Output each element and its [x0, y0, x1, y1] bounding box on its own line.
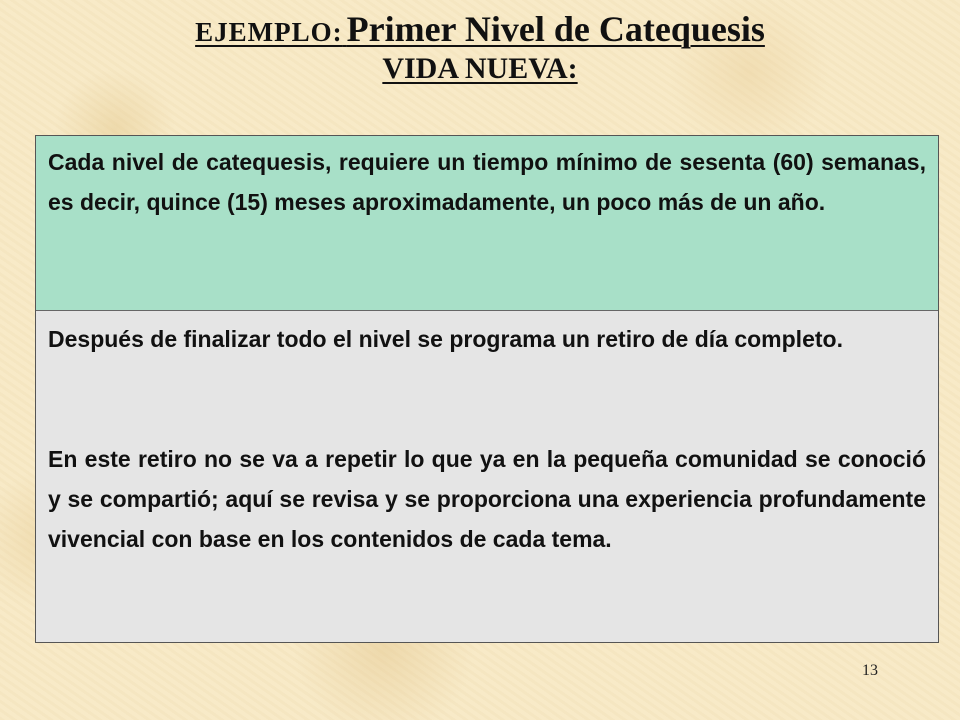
- slide-subtitle: VIDA NUEVA:: [382, 52, 578, 85]
- green-panel: [36, 136, 938, 311]
- slide-title: [195, 8, 765, 50]
- title-prefix: EJEMPLO:: [195, 17, 343, 47]
- page-number: 13: [862, 662, 878, 679]
- grey-panel: [36, 311, 938, 642]
- content-table: [35, 135, 939, 643]
- slide-title-block: [0, 8, 960, 86]
- paragraph-retreat-details: En este retiro no se va a repetir lo que ya en la pequeña comunidad se conoció y se compartió; aquí se revisa y se proporciona una experiencia profundamente vivencial con base en los contenidos de cada tema.: [48, 446, 926, 552]
- paragraph-retreat: Después de finalizar todo el nivel se programa un retiro de día completo.: [48, 326, 843, 352]
- title-main: Primer Nivel de Catequesis: [346, 9, 765, 49]
- paragraph-duration: Cada nivel de catequesis, requiere un tiempo mínimo de sesenta (60) semanas, es decir, quince (15) meses aproximadamente, un poco más de un año.: [48, 149, 926, 215]
